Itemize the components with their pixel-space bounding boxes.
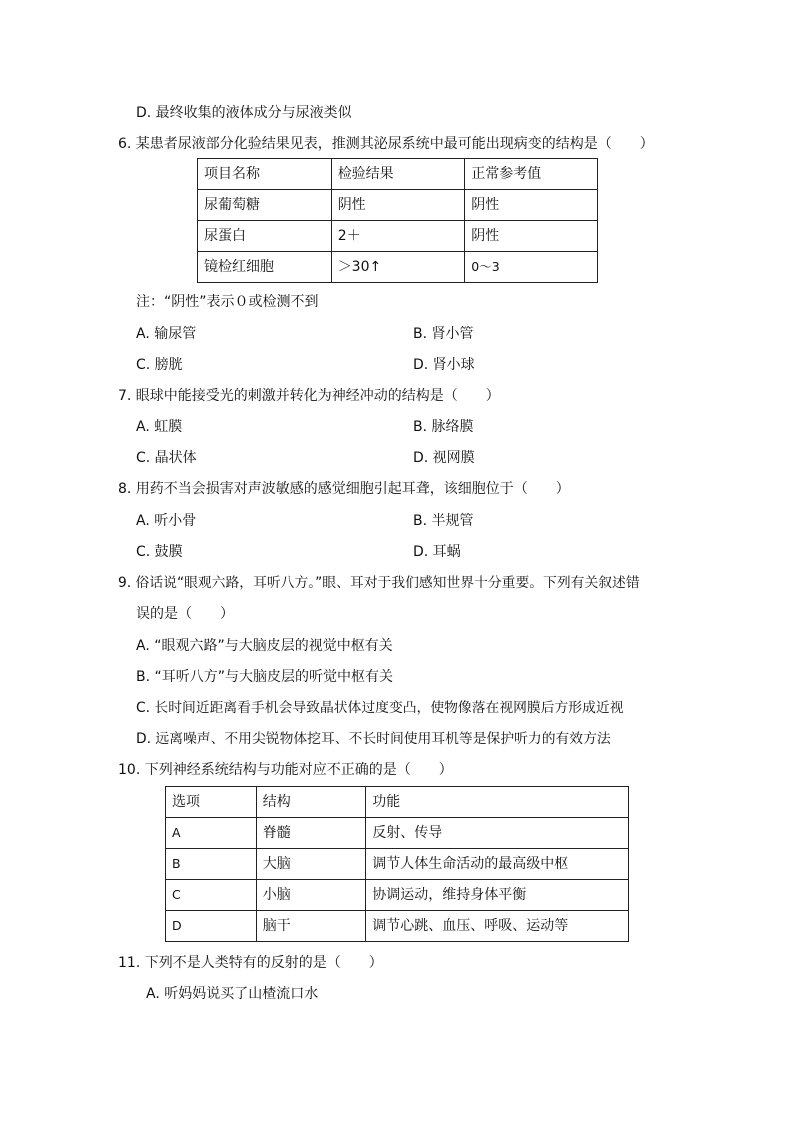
q10-stem: 10. 下列神经系统结构与功能对应不正确的是（ ） (118, 762, 453, 778)
q7-option-c: C. 晶状体 (136, 450, 197, 466)
q6-stem: 6. 某患者尿液部分化验结果见表，推测其泌尿系统中最可能出现病变的结构是（ ） (118, 136, 654, 152)
q9-stem-line1: 9. 俗话说“眼观六路，耳听八方。”眼、耳对于我们感知世界十分重要。下列有关叙述错 (118, 575, 640, 591)
table-cell: 尿葡萄糖 (198, 190, 332, 221)
table-cell: 调节心跳、血压、呼吸、运动等 (366, 911, 629, 942)
table-header-cell: 结构 (256, 787, 366, 818)
table-header-row (166, 787, 629, 818)
q11-stem: 11. 下列不是人类特有的反射的是（ ） (118, 955, 383, 971)
table-cell: 脊髓 (256, 818, 366, 849)
table-cell: ＞30↑ (331, 252, 465, 283)
table-header-row (198, 159, 598, 190)
q8-option-b: B. 半规管 (413, 513, 474, 529)
table-cell: 协调运动，维持身体平衡 (366, 880, 629, 911)
q6-option-c: C. 膀胱 (136, 357, 183, 373)
table-header-cell: 正常参考值 (465, 159, 598, 190)
q6-option-a: A. 输尿管 (136, 326, 197, 342)
q8-option-a: A. 听小骨 (136, 513, 197, 529)
q9-option-b: B. “耳听八方”与大脑皮层的听觉中枢有关 (136, 669, 394, 685)
table-cell: 小脑 (256, 880, 366, 911)
table-cell: 大脑 (256, 849, 366, 880)
table-cell: 调节人体生命活动的最高级中枢 (366, 849, 629, 880)
q8-option-d: D. 耳蜗 (413, 544, 461, 560)
table-cell: D (166, 911, 257, 942)
q6-note: 注：“阴性”表示０或检测不到 (136, 294, 319, 310)
table-cell: 阴性 (465, 221, 598, 252)
table-cell: C (166, 880, 257, 911)
q9-option-a: A. “眼观六路”与大脑皮层的视觉中枢有关 (136, 638, 393, 654)
table-row (166, 849, 629, 880)
table-cell: 反射、传导 (366, 818, 629, 849)
table-row (198, 190, 598, 221)
table-cell: 2＋ (331, 221, 465, 252)
q9-stem-line2: 误的是（ ） (136, 606, 234, 622)
table-row (198, 252, 598, 283)
q7-option-a: A. 虹膜 (136, 419, 183, 435)
table-header-cell: 功能 (366, 787, 629, 818)
table-cell: 镜检红细胞 (198, 252, 332, 283)
table-header-cell: 选项 (166, 787, 257, 818)
table-header-cell: 检验结果 (331, 159, 465, 190)
table-cell: A (166, 818, 257, 849)
q6-option-d: D. 肾小球 (413, 357, 475, 373)
q7-stem: 7. 眼球中能接受光的刺激并转化为神经冲动的结构是（ ） (118, 388, 500, 404)
q6-option-b: B. 肾小管 (413, 326, 474, 342)
q8-option-c: C. 鼓膜 (136, 544, 183, 560)
table-cell: 尿蛋白 (198, 221, 332, 252)
table-row (166, 911, 629, 942)
table-row (166, 880, 629, 911)
table-cell: 脑干 (256, 911, 366, 942)
q7-option-b: B. 脉络膜 (413, 419, 474, 435)
table-cell: 阴性 (465, 190, 598, 221)
q11-option-a: A. 听妈妈说买了山楂流口水 (146, 986, 319, 1002)
q6-table (197, 158, 598, 283)
table-cell: 0～3 (465, 252, 598, 283)
table-header-cell: 项目名称 (198, 159, 332, 190)
q8-stem: 8. 用药不当会损害对声波敏感的感觉细胞引起耳聋，该细胞位于（ ） (118, 481, 570, 497)
table-row (166, 818, 629, 849)
q5-option-d: D. 最终收集的液体成分与尿液类似 (136, 105, 352, 121)
table-row (198, 221, 598, 252)
q9-option-c: C. 长时间近距离看手机会导致晶状体过度变凸，使物像落在视网膜后方形成近视 (136, 700, 624, 716)
q9-option-d: D. 远离噪声、不用尖锐物体挖耳、不长时间使用耳机等是保护听力的有效方法 (136, 731, 611, 747)
q7-option-d: D. 视网膜 (413, 450, 475, 466)
q10-table (165, 786, 629, 942)
table-cell: B (166, 849, 257, 880)
table-cell: 阴性 (331, 190, 465, 221)
